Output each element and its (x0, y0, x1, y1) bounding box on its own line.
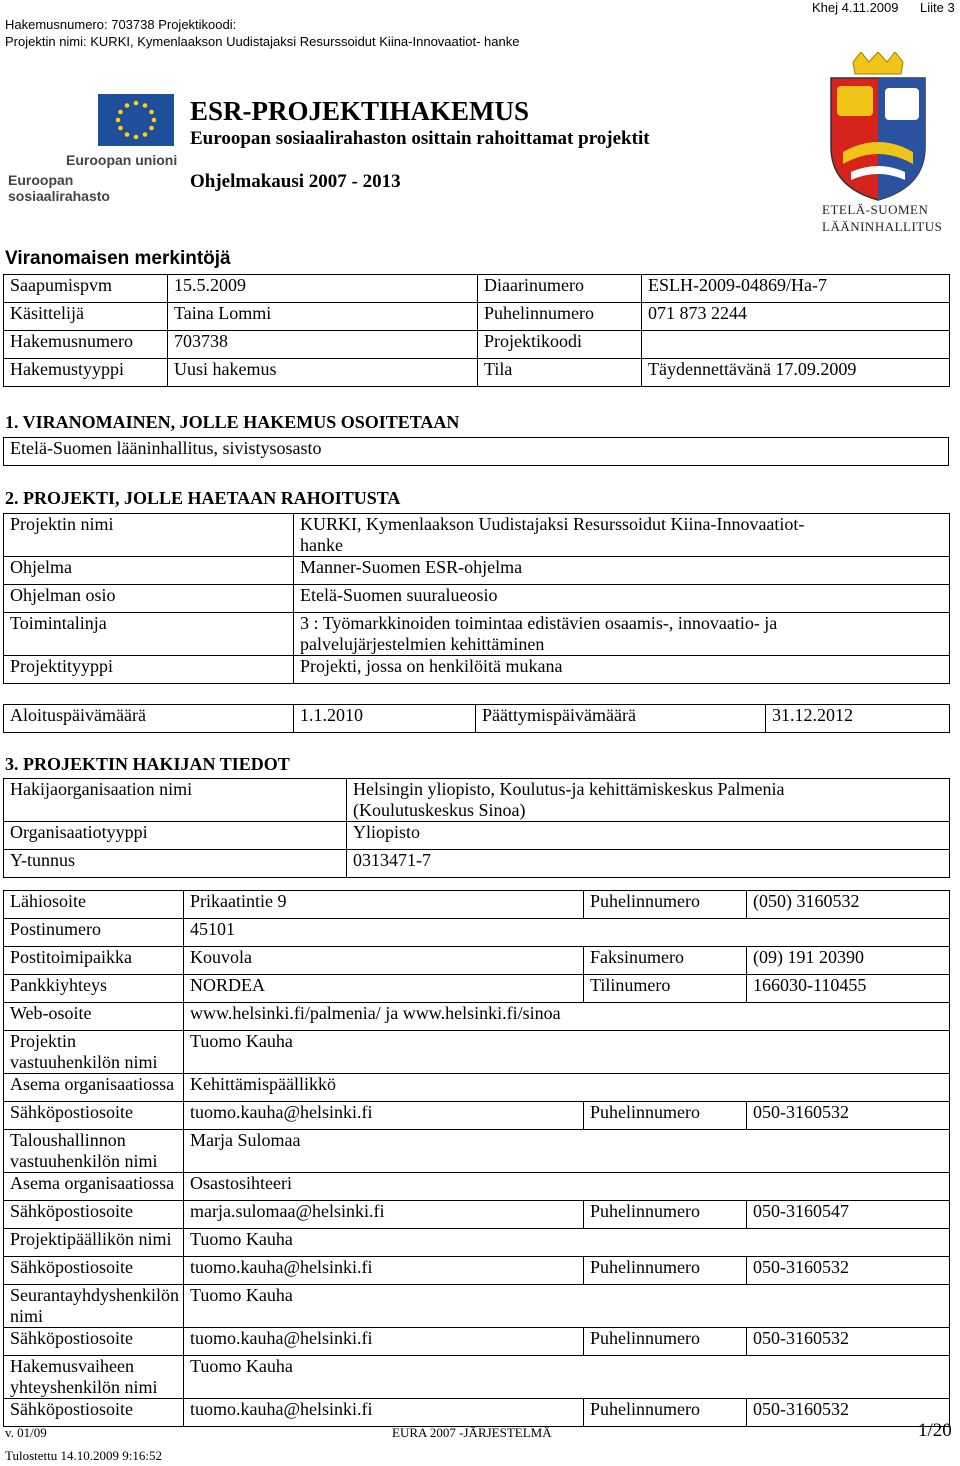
field-label: Ohjelma (4, 557, 294, 585)
field-value: www.helsinki.fi/palmenia/ ja www.helsinki.fi/sinoa (184, 1003, 950, 1031)
field-label: Puhelinnumero (584, 891, 747, 919)
table-row (4, 557, 950, 585)
field-value: Manner-Suomen ESR-ohjelma (294, 557, 950, 585)
footer-printed: Tulostettu 14.10.2009 9:16:52 (5, 1448, 162, 1463)
header-liite: Liite 3 (920, 0, 955, 15)
eu-logo (8, 94, 178, 204)
section3-detail-table (3, 890, 950, 1427)
field-value: Taina Lommi (168, 303, 478, 331)
table-row (4, 1356, 950, 1399)
eu-logo-line1: Euroopan unioni (66, 152, 178, 168)
field-value: ESLH-2009-04869/Ha-7 (642, 275, 950, 303)
field-label: Projektityyppi (4, 656, 294, 684)
field-value: Tuomo Kauha (184, 1229, 950, 1257)
field-value: Etelä-Suomen suuralueosio (294, 585, 950, 613)
field-label: Hakemusvaiheen yhteyshenkilön nimi (4, 1356, 184, 1399)
field-value (642, 331, 950, 359)
field-value: 050-3160547 (747, 1201, 950, 1229)
field-value: tuomo.kauha@helsinki.fi (184, 1399, 584, 1427)
field-value: 050-3160532 (747, 1399, 950, 1427)
field-label: Sähköpostiosoite (4, 1257, 184, 1285)
page-subtitle: Euroopan sosiaalirahaston osittain rahoittamat projektit (190, 128, 650, 149)
field-label: Sähköpostiosoite (4, 1102, 184, 1130)
field-label: Lähiosoite (4, 891, 184, 919)
table-row (4, 438, 949, 466)
table-row (4, 891, 950, 919)
section2-title: 2. PROJEKTI, JOLLE HAETAAN RAHOITUSTA (5, 488, 401, 508)
section3-org-table (3, 778, 950, 878)
table-row (4, 1031, 950, 1074)
table-row (4, 514, 950, 557)
field-value: marja.sulomaa@helsinki.fi (184, 1201, 584, 1229)
field-value: 31.12.2012 (766, 705, 950, 733)
table-row (4, 822, 950, 850)
field-label: Asema organisaatiossa (4, 1074, 184, 1102)
table-row (4, 275, 950, 303)
field-label: Hakemustyyppi (4, 359, 168, 387)
field-label: Ohjelman osio (4, 585, 294, 613)
field-label: Puhelinnumero (478, 303, 642, 331)
field-label: Aloituspäivämäärä (4, 705, 294, 733)
field-value: tuomo.kauha@helsinki.fi (184, 1102, 584, 1130)
table-row (4, 656, 950, 684)
footer-version: v. 01/09 (5, 1425, 47, 1440)
table-row (4, 1257, 950, 1285)
field-value: tuomo.kauha@helsinki.fi (184, 1257, 584, 1285)
field-label: Puhelinnumero (584, 1201, 747, 1229)
table-row (4, 1328, 950, 1356)
field-value: (050) 3160532 (747, 891, 950, 919)
field-value (294, 613, 950, 656)
table-row (4, 1229, 950, 1257)
header-line-2: Projektin nimi: KURKI, Kymenlaakson Uudistajaksi Resurssoidut Kiina-Innovaatiot- hanke (5, 34, 520, 49)
field-label: Tilinumero (584, 975, 747, 1003)
field-value: 050-3160532 (747, 1257, 950, 1285)
table-row (4, 1130, 950, 1173)
field-label: Päättymispäivämäärä (476, 705, 766, 733)
field-value: Kehittämispäällikkö (184, 1074, 950, 1102)
field-label: Sähköpostiosoite (4, 1201, 184, 1229)
header-date: Khej 4.11.2009 (812, 0, 899, 15)
etela-logo-line1: ETELÄ-SUOMEN (822, 202, 929, 217)
field-value: 0313471-7 (347, 850, 950, 878)
field-label: Web-osoite (4, 1003, 184, 1031)
field-label: Faksinumero (584, 947, 747, 975)
field-value: NORDEA (184, 975, 584, 1003)
field-label: Pankkiyhteys (4, 975, 184, 1003)
table-row (4, 1074, 950, 1102)
field-label: Projektipäällikön nimi (4, 1229, 184, 1257)
section2-dates-table (3, 704, 950, 733)
eu-logo-line2: Euroopan sosiaalirahasto (8, 172, 110, 204)
value-line-2: palvelujärjestelmien kehittäminen (300, 634, 545, 654)
field-value: Kouvola (184, 947, 584, 975)
field-label: Puhelinnumero (584, 1102, 747, 1130)
field-value: 1.1.2010 (294, 705, 476, 733)
header-line-1: Hakemusnumero: 703738 Projektikoodi: (5, 17, 237, 32)
table-row (4, 705, 950, 733)
field-label: Asema organisaatiossa (4, 1173, 184, 1201)
table-row (4, 1399, 950, 1427)
authority-heading: Viranomaisen merkintöjä (5, 248, 231, 269)
table-row (4, 303, 950, 331)
field-label: Diaarinumero (478, 275, 642, 303)
table-row (4, 613, 950, 656)
coat-of-arms-icon (823, 52, 933, 202)
field-label: Y-tunnus (4, 850, 347, 878)
section2-table (3, 513, 950, 684)
field-value: Tuomo Kauha (184, 1031, 950, 1074)
section1-title: 1. VIRANOMAINEN, JOLLE HAKEMUS OSOITETAAN (5, 412, 460, 432)
field-label: Toimintalinja (4, 613, 294, 656)
field-value (294, 514, 950, 557)
table-row (4, 1102, 950, 1130)
table-row (4, 779, 950, 822)
section1-table (3, 437, 949, 466)
table-row (4, 1201, 950, 1229)
authority-table (3, 274, 950, 387)
field-value: 15.5.2009 (168, 275, 478, 303)
field-value: (09) 191 20390 (747, 947, 950, 975)
field-label: Saapumispvm (4, 275, 168, 303)
field-value: 45101 (184, 919, 950, 947)
field-label: Tila (478, 359, 642, 387)
field-value: Tuomo Kauha (184, 1356, 950, 1399)
table-row (4, 331, 950, 359)
field-label: Sähköpostiosoite (4, 1328, 184, 1356)
field-value (347, 779, 950, 822)
footer-page: 1/20 (918, 1420, 952, 1441)
table-row (4, 975, 950, 1003)
value-line-1: 3 : Työmarkkinoiden toimintaa edistävien osaamis-, innovaatio- ja (300, 613, 778, 633)
field-label: Postinumero (4, 919, 184, 947)
field-label: Puhelinnumero (584, 1399, 747, 1427)
field-label: Hakemusnumero (4, 331, 168, 359)
field-value: Prikaatintie 9 (184, 891, 584, 919)
field-label: Seurantayhdyshenkilön nimi (4, 1285, 184, 1328)
table-row (4, 1003, 950, 1031)
field-value: Osastosihteeri (184, 1173, 950, 1201)
field-label: Organisaatiotyyppi (4, 822, 347, 850)
field-value: Yliopisto (347, 822, 950, 850)
eu-flag-icon (98, 94, 174, 146)
field-label: Sähköpostiosoite (4, 1399, 184, 1427)
field-label: Projektikoodi (478, 331, 642, 359)
page-title: ESR-PROJEKTIHAKEMUS (190, 96, 530, 126)
value-line-2: hanke (300, 535, 343, 555)
field-value: tuomo.kauha@helsinki.fi (184, 1328, 584, 1356)
table-row (4, 1285, 950, 1328)
field-value: Marja Sulomaa (184, 1130, 950, 1173)
field-value: 050-3160532 (747, 1328, 950, 1356)
field-label: Hakijaorganisaation nimi (4, 779, 347, 822)
field-label: Taloushallinnon vastuuhenkilön nimi (4, 1130, 184, 1173)
table-row (4, 947, 950, 975)
footer-system: EURA 2007 -JÄRJESTELMÄ (392, 1425, 552, 1440)
field-label: Puhelinnumero (584, 1257, 747, 1285)
value-line-2: (Koulutuskeskus Sinoa) (353, 800, 526, 820)
field-value: 166030-110455 (747, 975, 950, 1003)
field-value: Täydennettävänä 17.09.2009 (642, 359, 950, 387)
section3-title: 3. PROJEKTIN HAKIJAN TIEDOT (5, 754, 290, 774)
field-value: Projekti, jossa on henkilöitä mukana (294, 656, 950, 684)
field-label: Projektin vastuuhenkilön nimi (4, 1031, 184, 1074)
table-row (4, 585, 950, 613)
field-value: 703738 (168, 331, 478, 359)
field-value: Tuomo Kauha (184, 1285, 950, 1328)
table-row (4, 359, 950, 387)
program-period: Ohjelmakausi 2007 - 2013 (190, 171, 401, 192)
field-value: Etelä-Suomen lääninhallitus, sivistysosasto (4, 438, 949, 466)
value-line-1: Helsingin yliopisto, Koulutus-ja kehittämiskeskus Palmenia (353, 779, 785, 799)
table-row (4, 1173, 950, 1201)
field-value: 050-3160532 (747, 1102, 950, 1130)
field-value: 071 873 2244 (642, 303, 950, 331)
field-label: Käsittelijä (4, 303, 168, 331)
table-row (4, 919, 950, 947)
value-line-1: KURKI, Kymenlaakson Uudistajaksi Resurssoidut Kiina-Innovaatiot- (300, 514, 805, 534)
etela-logo-line2: LÄÄNINHALLITUS (822, 219, 943, 234)
field-value: Uusi hakemus (168, 359, 478, 387)
field-label: Projektin nimi (4, 514, 294, 557)
table-row (4, 850, 950, 878)
etela-suomen-logo (820, 52, 950, 237)
field-label: Puhelinnumero (584, 1328, 747, 1356)
field-label: Postitoimipaikka (4, 947, 184, 975)
